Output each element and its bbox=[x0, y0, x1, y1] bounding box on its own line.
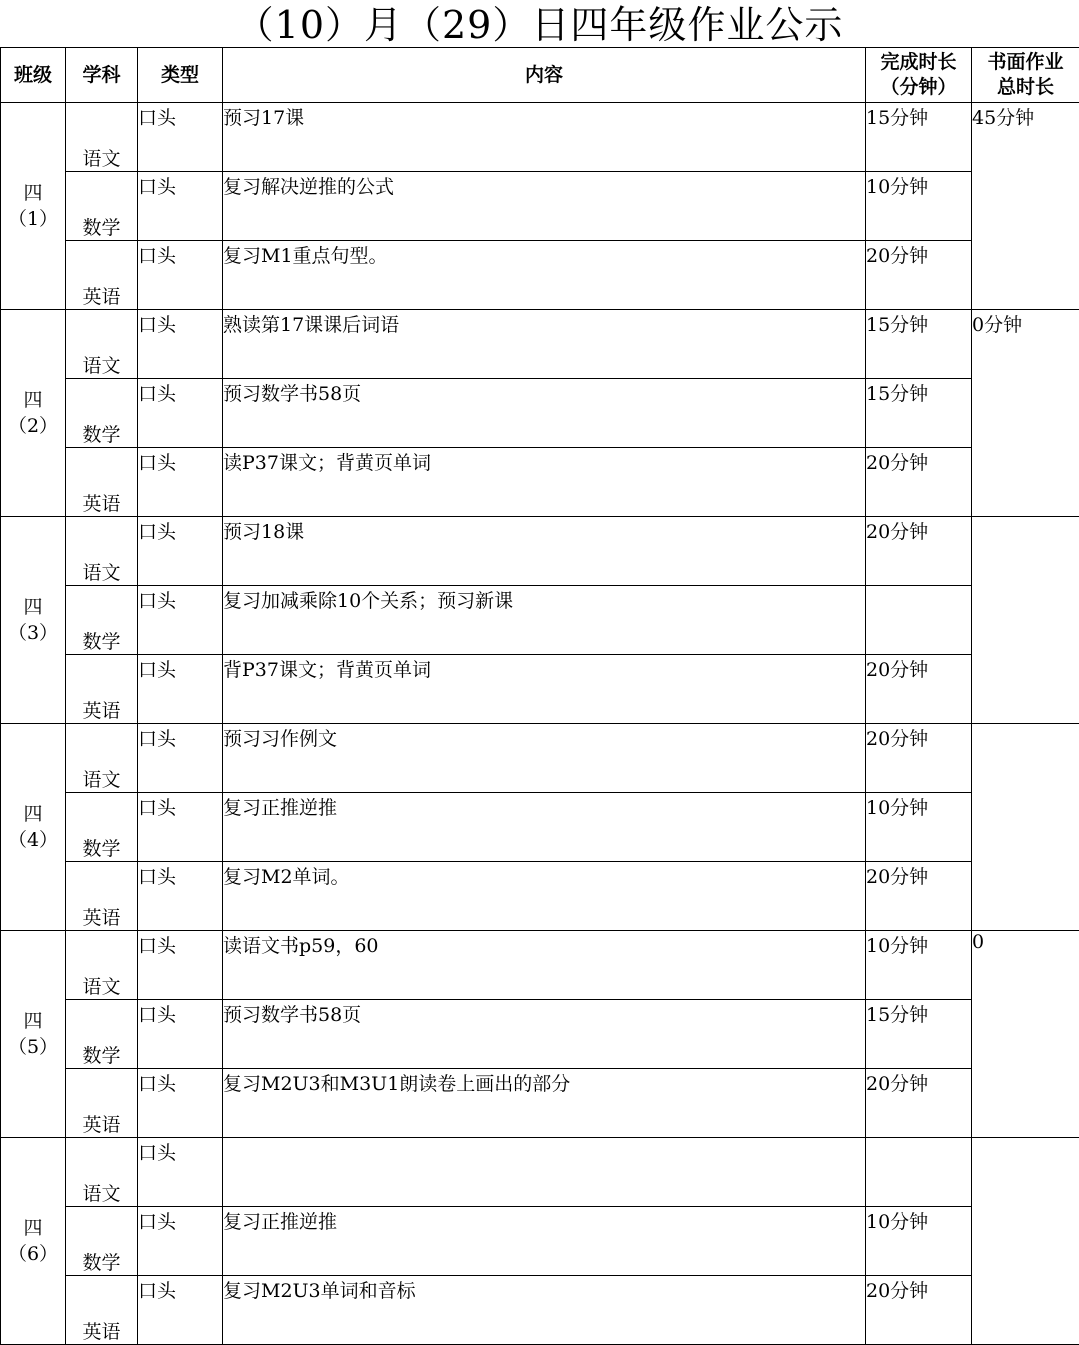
duration-cell: 10分钟 bbox=[866, 1207, 972, 1276]
class-cell bbox=[1, 103, 66, 310]
duration-cell: 20分钟 bbox=[866, 655, 972, 724]
subject-cell: 语文 bbox=[66, 724, 138, 793]
written-total-cell: 0 bbox=[972, 931, 1079, 1138]
table-row bbox=[1, 931, 1079, 1000]
header-duration bbox=[866, 48, 972, 103]
duration-cell: 15分钟 bbox=[866, 1000, 972, 1069]
content-cell: 复习正推逆推 bbox=[223, 793, 866, 862]
class-number: （3） bbox=[7, 622, 59, 644]
type-cell: 口头 bbox=[138, 517, 223, 586]
class-number: （5） bbox=[7, 1036, 59, 1058]
header-written-line2: 总时长 bbox=[996, 76, 1054, 98]
page-title: （10）月（29）日四年级作业公示 bbox=[235, 3, 844, 47]
class-grade: 四 bbox=[23, 1217, 43, 1239]
type-cell: 口头 bbox=[138, 862, 223, 931]
class-grade: 四 bbox=[23, 182, 43, 204]
table-row bbox=[1, 1069, 1079, 1138]
table-row bbox=[1, 241, 1079, 310]
duration-cell bbox=[866, 1138, 972, 1207]
class-grade: 四 bbox=[23, 389, 43, 411]
content-cell: 复习M2单词。 bbox=[223, 862, 866, 931]
type-cell: 口头 bbox=[138, 724, 223, 793]
duration-cell: 20分钟 bbox=[866, 241, 972, 310]
type-cell: 口头 bbox=[138, 1000, 223, 1069]
subject-cell: 语文 bbox=[66, 517, 138, 586]
header-duration-line2: （分钟） bbox=[880, 76, 957, 98]
content-cell: 读语文书p59，60 bbox=[223, 931, 866, 1000]
table-row bbox=[1, 1276, 1079, 1345]
duration-cell: 10分钟 bbox=[866, 172, 972, 241]
type-cell: 口头 bbox=[138, 1069, 223, 1138]
type-cell: 口头 bbox=[138, 793, 223, 862]
subject-cell: 语文 bbox=[66, 931, 138, 1000]
class-grade: 四 bbox=[23, 596, 43, 618]
class-grade: 四 bbox=[23, 803, 43, 825]
table-row bbox=[1, 379, 1079, 448]
duration-cell: 15分钟 bbox=[866, 379, 972, 448]
header-written-total bbox=[972, 48, 1079, 103]
type-cell: 口头 bbox=[138, 379, 223, 448]
subject-cell: 英语 bbox=[66, 862, 138, 931]
table-row bbox=[1, 172, 1079, 241]
written-total-cell: 0分钟 bbox=[972, 310, 1079, 517]
class-grade: 四 bbox=[23, 1010, 43, 1032]
duration-cell: 20分钟 bbox=[866, 1276, 972, 1345]
subject-cell: 数学 bbox=[66, 172, 138, 241]
written-total-cell bbox=[972, 724, 1079, 931]
table-row bbox=[1, 310, 1079, 379]
header-content: 内容 bbox=[223, 48, 866, 103]
table-row bbox=[1, 586, 1079, 655]
content-cell: 背P37课文；背黄页单词 bbox=[223, 655, 866, 724]
class-number: （6） bbox=[7, 1243, 59, 1265]
subject-cell: 数学 bbox=[66, 1000, 138, 1069]
header-duration-line1: 完成时长 bbox=[880, 51, 957, 73]
class-cell bbox=[1, 310, 66, 517]
subject-cell: 数学 bbox=[66, 793, 138, 862]
subject-cell: 英语 bbox=[66, 1276, 138, 1345]
duration-cell: 10分钟 bbox=[866, 793, 972, 862]
table-row bbox=[1, 448, 1079, 517]
content-cell: 复习M2U3和M3U1朗读卷上画出的部分 bbox=[223, 1069, 866, 1138]
header-subject: 学科 bbox=[66, 48, 138, 103]
type-cell: 口头 bbox=[138, 310, 223, 379]
type-cell: 口头 bbox=[138, 1207, 223, 1276]
duration-cell: 10分钟 bbox=[866, 931, 972, 1000]
duration-cell: 20分钟 bbox=[866, 1069, 972, 1138]
subject-cell: 英语 bbox=[66, 655, 138, 724]
duration-cell bbox=[866, 586, 972, 655]
subject-cell: 英语 bbox=[66, 448, 138, 517]
duration-cell: 20分钟 bbox=[866, 517, 972, 586]
subject-cell: 数学 bbox=[66, 379, 138, 448]
content-cell: 预习17课 bbox=[223, 103, 866, 172]
table-row bbox=[1, 862, 1079, 931]
table-row bbox=[1, 517, 1079, 586]
type-cell: 口头 bbox=[138, 1138, 223, 1207]
header-type: 类型 bbox=[138, 48, 223, 103]
content-cell: 预习习作例文 bbox=[223, 724, 866, 793]
class-cell bbox=[1, 931, 66, 1138]
duration-cell: 20分钟 bbox=[866, 724, 972, 793]
content-cell: 复习M2U3单词和音标 bbox=[223, 1276, 866, 1345]
content-cell bbox=[223, 1138, 866, 1207]
table-row bbox=[1, 655, 1079, 724]
subject-cell: 语文 bbox=[66, 1138, 138, 1207]
type-cell: 口头 bbox=[138, 172, 223, 241]
subject-cell: 语文 bbox=[66, 103, 138, 172]
type-cell: 口头 bbox=[138, 655, 223, 724]
header-written-line1: 书面作业 bbox=[987, 51, 1064, 73]
written-total-cell bbox=[972, 1138, 1079, 1345]
content-cell: 读P37课文；背黄页单词 bbox=[223, 448, 866, 517]
table-row bbox=[1, 1000, 1079, 1069]
header-class: 班级 bbox=[1, 48, 66, 103]
subject-cell: 语文 bbox=[66, 310, 138, 379]
content-cell: 预习18课 bbox=[223, 517, 866, 586]
type-cell: 口头 bbox=[138, 103, 223, 172]
table-row bbox=[1, 1138, 1079, 1207]
written-total-cell: 45分钟 bbox=[972, 103, 1079, 310]
class-number: （2） bbox=[7, 415, 59, 437]
header-row bbox=[1, 48, 1079, 103]
table-row bbox=[1, 793, 1079, 862]
subject-cell: 英语 bbox=[66, 1069, 138, 1138]
class-number: （1） bbox=[7, 208, 59, 230]
class-cell bbox=[1, 517, 66, 724]
duration-cell: 15分钟 bbox=[866, 310, 972, 379]
class-cell bbox=[1, 724, 66, 931]
class-cell bbox=[1, 1138, 66, 1345]
content-cell: 预习数学书58页 bbox=[223, 379, 866, 448]
type-cell: 口头 bbox=[138, 586, 223, 655]
content-cell: 复习加减乘除10个关系；预习新课 bbox=[223, 586, 866, 655]
table-row bbox=[1, 1207, 1079, 1276]
type-cell: 口头 bbox=[138, 448, 223, 517]
type-cell: 口头 bbox=[138, 241, 223, 310]
duration-cell: 20分钟 bbox=[866, 862, 972, 931]
duration-cell: 20分钟 bbox=[866, 448, 972, 517]
subject-cell: 数学 bbox=[66, 586, 138, 655]
subject-cell: 英语 bbox=[66, 241, 138, 310]
subject-cell: 数学 bbox=[66, 1207, 138, 1276]
type-cell: 口头 bbox=[138, 1276, 223, 1345]
content-cell: 复习M1重点句型。 bbox=[223, 241, 866, 310]
content-cell: 预习数学书58页 bbox=[223, 1000, 866, 1069]
content-cell: 复习正推逆推 bbox=[223, 1207, 866, 1276]
homework-table bbox=[0, 47, 1079, 1345]
table-body bbox=[1, 103, 1079, 1345]
table-row bbox=[1, 724, 1079, 793]
content-cell: 复习解决逆推的公式 bbox=[223, 172, 866, 241]
class-number: （4） bbox=[7, 829, 59, 851]
content-cell: 熟读第17课课后词语 bbox=[223, 310, 866, 379]
written-total-cell bbox=[972, 517, 1079, 724]
duration-cell: 15分钟 bbox=[866, 103, 972, 172]
type-cell: 口头 bbox=[138, 931, 223, 1000]
table-row bbox=[1, 103, 1079, 172]
